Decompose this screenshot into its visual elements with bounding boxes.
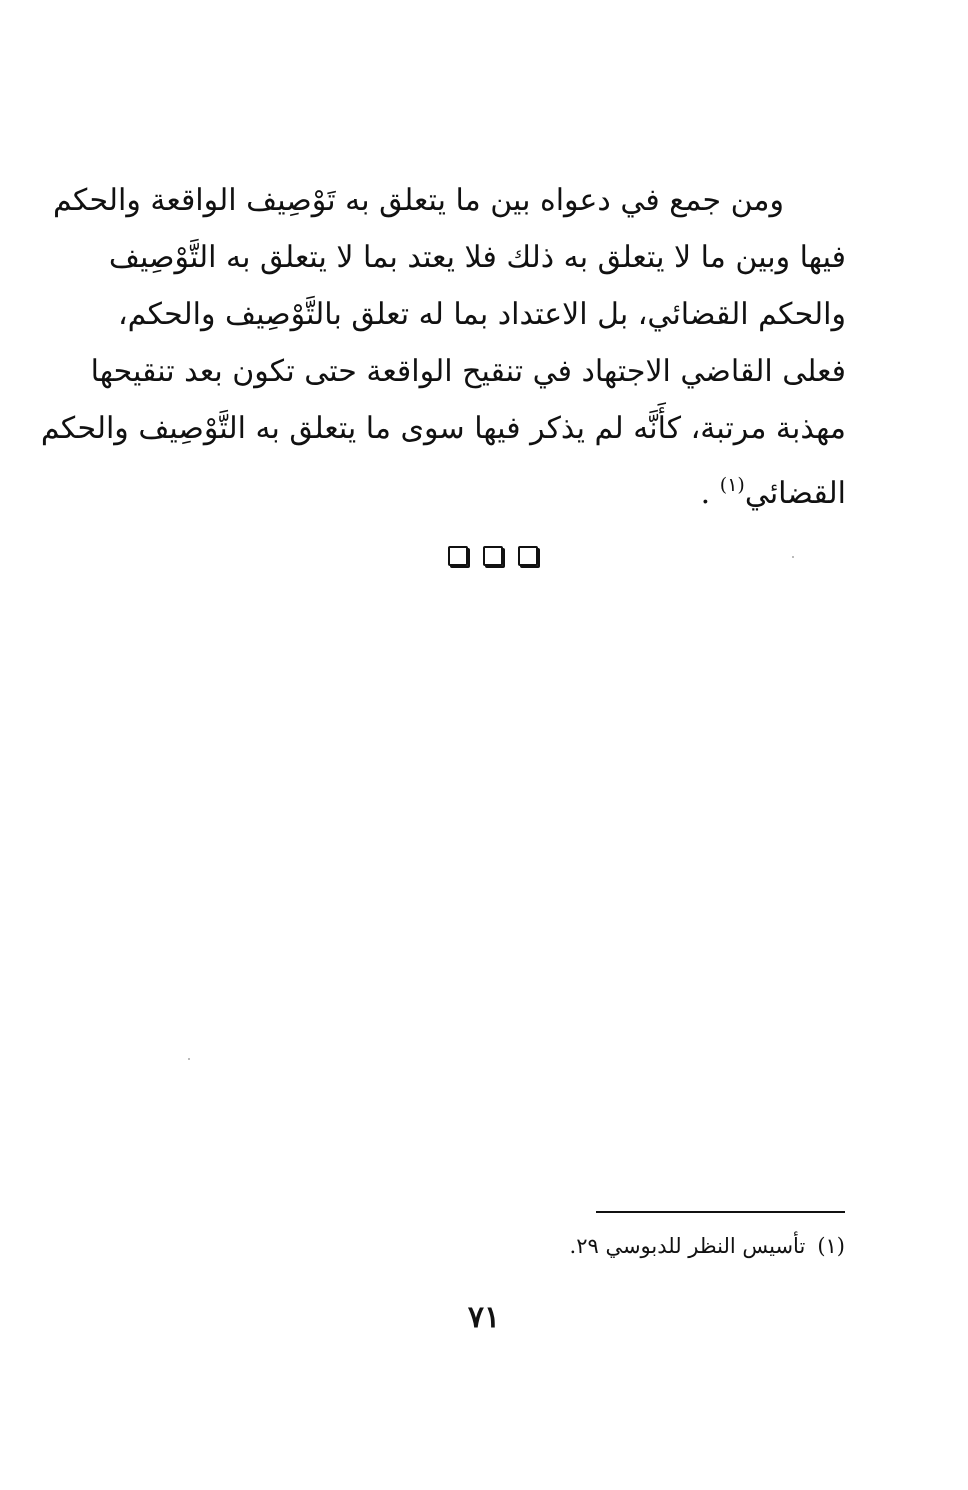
- paragraph-line: فعلى القاضي الاجتهاد في تنقيح الواقعة حتى تكون بعد تنقيحها: [90, 354, 846, 389]
- scan-speck: [792, 556, 794, 558]
- page-number: ٧١: [467, 1300, 501, 1335]
- paragraph-line: والحكم القضائي، بل الاعتداد بما له تعلق بالتَّوْصِيف والحكم،: [117, 297, 846, 332]
- paragraph-last-line: [148, 457, 846, 514]
- footnote-text: تأسيس النظر للدبوسي ٢٩.: [569, 1234, 806, 1258]
- scan-speck: [188, 1058, 190, 1060]
- square-ornament-icon: [448, 546, 468, 566]
- footnote-divider: [596, 1211, 845, 1213]
- period: .: [700, 476, 711, 511]
- square-ornament-icon: [483, 546, 503, 566]
- paragraph-line-text: القضائي: [744, 476, 846, 511]
- footnote-number: (١): [817, 1234, 845, 1258]
- section-separator: [448, 546, 552, 570]
- body-paragraph: [40, 172, 846, 514]
- square-ornament-icon: [518, 546, 538, 566]
- footnote-reference[interactable]: (١): [719, 474, 745, 496]
- paragraph-line: مهذبة مرتبة، كأَنَّه لم يذكر فيها سوى ما يتعلق به التَّوْصِيف والحكم: [40, 411, 846, 446]
- paragraph-line: ومن جمع في دعواه بين ما يتعلق به تَوْصِيف الواقعة والحكم: [53, 183, 784, 218]
- footnote: [480, 1228, 845, 1264]
- paragraph-line: فيها وبين ما لا يتعلق به ذلك فلا يعتد بما لا يتعلق به التَّوْصِيف: [108, 240, 846, 275]
